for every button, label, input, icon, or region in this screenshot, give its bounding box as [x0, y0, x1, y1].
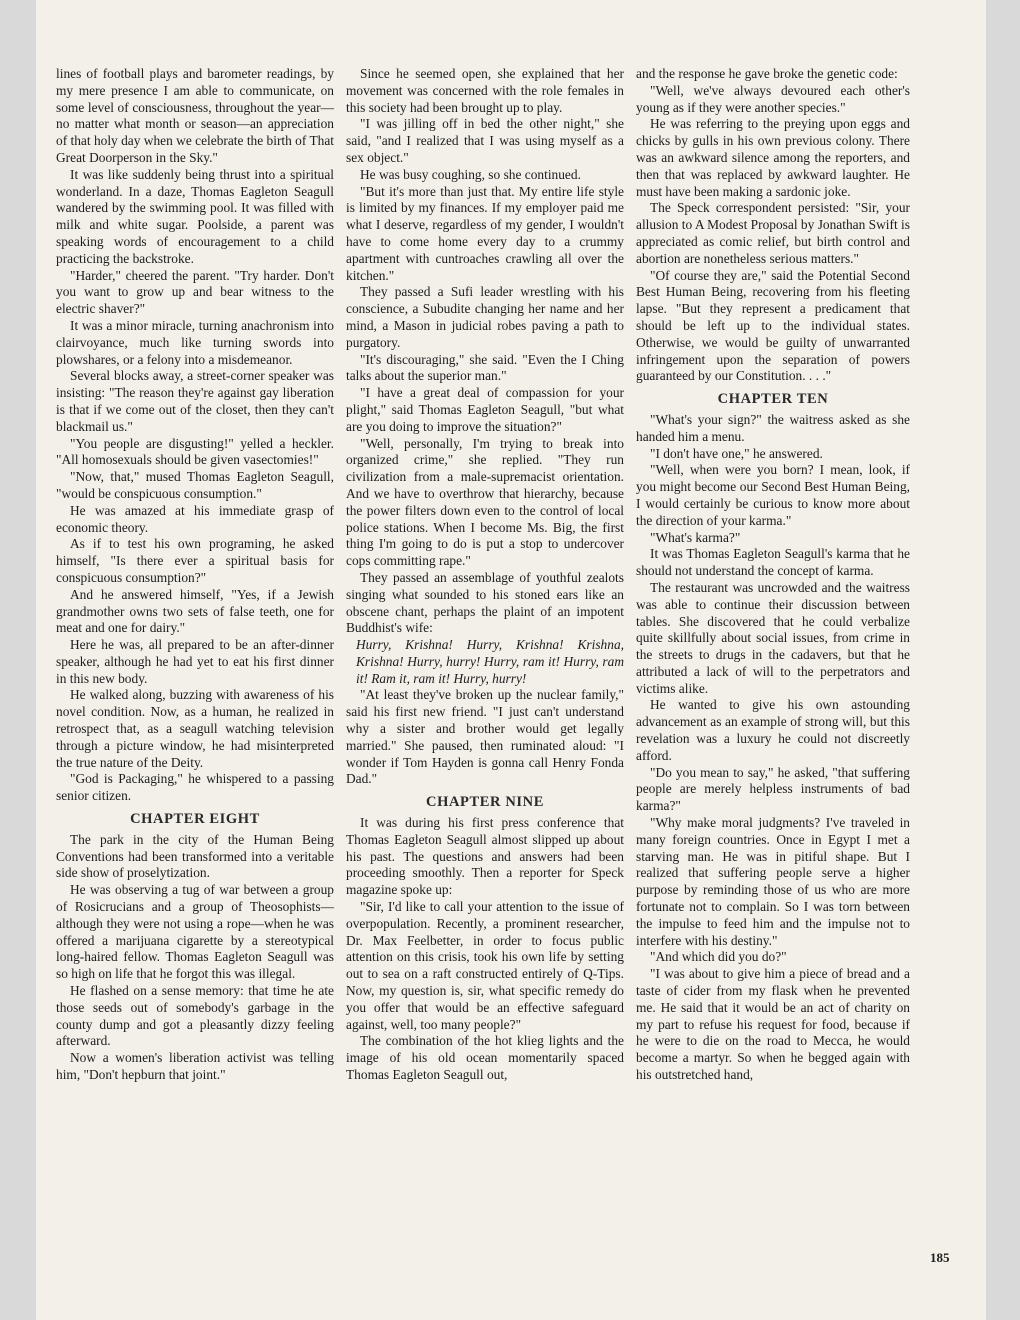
paragraph: "I was about to give him a piece of bread and a taste of cider from my flask when he prevented me. He said that it would be an act of charity on my part to refuse his request for food, because if he were to die on the road to Mecca, he would become a martyr. So when he begged again with his outstretched hand,: [636, 966, 910, 1083]
paragraph: He was amazed at his immediate grasp of economic theory.: [56, 502, 334, 535]
paragraph: Several blocks away, a street-corner speaker was insisting: "The reason they're against gay liberation is that if we come out of the closet, then they can't blackmail us.": [56, 368, 334, 434]
paragraph: It was a minor miracle, turning anachronism into clairvoyance, much like turning swords into plowshares, or a felony into a misdemeanor.: [56, 317, 334, 367]
chapter-heading: CHAPTER NINE: [426, 794, 544, 811]
chapter-heading: CHAPTER TEN: [717, 391, 829, 408]
paragraph: lines of football plays and barometer readings, by my mere presence I am able to communicate, on some level of consciousness, throughout the year—no matter what month or season—an appreciation of that holy day when we celebrate the birth of That Great Doorperson in the Sky.": [56, 66, 334, 165]
paragraph: He walked along, buzzing with awareness of his novel condition. Now, as a human, he realized in retrospect that, as a seagull watching television through a picture window, he had misinterpreted the true nature of the Deity.: [56, 687, 334, 770]
paragraph: And he answered himself, "Yes, if a Jewish grandmother owns two sets of false teeth, one for meat and one for dairy.": [56, 586, 334, 636]
paragraph: The restaurant was uncrowded and the waitress was able to continue their discussion between tables. She discovered that he could verbalize quite skillfully about social issues, from crime in the streets to drugs in the cadavers, but that he attributed a lack of will to the perpetrators and victims alike.: [636, 579, 910, 696]
paragraph: It was Thomas Eagleton Seagull's karma that he should not understand the concept of karma.: [636, 546, 910, 579]
paragraph: "Well, when were you born? I mean, look, if you might become our Second Best Human Being, I would certainly be curious to know more about the direction of your karma.": [636, 462, 910, 528]
paragraph: "Well, personally, I'm trying to break into organized crime," she replied. "They run civilization from a male-supremacist orientation. And we have to overthrow that hierarchy, because the power filters down even to the control of local police stations. When I become Ms. Big, the first thing I'm going to do is put a stop to undercover cops committing rape.": [346, 435, 624, 569]
paragraph: It was during his first press conference that Thomas Eagleton Seagull almost slipped up about his past. The questions and answers had been proceeding smoothly. Then a reporter for Speck magazine spoke up:: [346, 815, 624, 898]
verse-block: Hurry, Krishna! Hurry, Krishna! Krishna, Krishna! Hurry, hurry! Hurry, ram it! Hurry, ram it! Ram it, ram it! Hurry, hurry!: [356, 637, 624, 686]
paragraph: "Why make moral judgments? I've traveled in many foreign countries. Once in Egypt I met a starving man. He was in pitiful shape. But I realized that suffering people serve a higher purpose by reminding those of us who are more fortunate not to complain. So I was torn between the impulse to feed him and the impulse not to interfere with his destiny.": [636, 815, 910, 948]
paragraph: They passed a Sufi leader wrestling with his conscience, a Subudite changing her name and her mind, a Mason in judicial robes paving a path to purgatory.: [346, 284, 624, 350]
paragraph: "Harder," cheered the parent. "Try harder. Don't you want to grow up and bear witness to the electric shaver?": [56, 267, 334, 317]
text-column-3: [636, 66, 910, 1084]
paragraph: The Speck correspondent persisted: "Sir, your allusion to A Modest Proposal by Jonathan Swift is appreciated as comic relief, but birth control and abortion are nonetheless serious matters.": [636, 200, 910, 266]
paragraph: "It's discouraging," she said. "Even the I Ching talks about the superior man.": [346, 351, 624, 384]
paragraph: "I don't have one," he answered.: [650, 445, 823, 461]
page-number: 185: [930, 1250, 950, 1265]
paragraph: "Now, that," mused Thomas Eagleton Seagull, "would be conspicuous consumption.": [56, 469, 334, 501]
paragraph: He was busy coughing, so she continued.: [360, 166, 581, 182]
paragraph: and the response he gave broke the genetic code:: [636, 66, 898, 81]
paragraph: "Do you mean to say," he asked, "that suffering people are merely helpless instruments of bad karma?": [636, 764, 910, 814]
magazine-page: [36, 0, 986, 1320]
paragraph: "Of course they are," said the Potential Second Best Human Being, recovering from his fleeting lapse. "But they represent a predicament that should be left up to the individual states. Otherwise, we would be guilty of unwarranted infringement upon the separation of powers guaranteed by our Constitution. . . .": [636, 267, 910, 384]
paragraph: "Well, we've always devoured each other's young as if they were another species.": [636, 82, 910, 115]
paragraph: "What's karma?": [650, 529, 741, 545]
paragraph: The combination of the hot klieg lights and the image of his old ocean momentarily spaced Thomas Eagleton Seagull out,: [346, 1033, 624, 1083]
text-column-1: [56, 66, 334, 1084]
paragraph: He was referring to the preying upon eggs and chicks by gulls in his own previous colony. There was an awkward silence among the reporters, and then that was replaced by awkward laughter. He must have been making a sardonic joke.: [636, 116, 910, 199]
paragraph: "You people are disgusting!" yelled a heckler. "All homosexuals should be given vasectomies!": [56, 435, 334, 468]
paragraph: "But it's more than just that. My entire life style is limited by my finances. If my employer paid me what I deserve, regardless of my gender, I wouldn't have to come home every day to a crummy apartment with cuntroaches crawling all over the kitchen.": [346, 183, 624, 283]
paragraph: "At least they've broken up the nuclear family," said his first new friend. "I just can't understand why a sister and brother would get legally married." She paused, then ruminated aloud: "I wonder if Tom Hayden is gonna call Henry Fonda Dad.": [346, 687, 624, 787]
paragraph: They passed an assemblage of youthful zealots singing what sounded to his stoned ears like an obscene chant, perhaps the plaint of an impotent Buddhist's wife:: [346, 569, 624, 636]
paragraph: "Sir, I'd like to call your attention to the issue of overpopulation. Recently, a prominent researcher, Dr. Max Feelbetter, in order to focus public attention on this crisis, took his own life by setting out to sea on a raft constructed entirely of Q-Tips. Now, my question is, sir, what specific remedy do you offer that would be an effective safeguard against, well, too many people?": [346, 899, 624, 1032]
paragraph: He flashed on a sense memory: that time he ate those seeds out of somebody's garbage in the county dump and got a pleasantly dizzy feeling afterward.: [56, 983, 334, 1049]
paragraph: "I have a great deal of compassion for your plight," said Thomas Eagleton Seagull, "but what are you doing to improve the situation?": [346, 385, 624, 434]
paragraph: The park in the city of the Human Being Conventions had been transformed into a veritable side show of proselytization.: [56, 831, 334, 881]
chapter-heading: CHAPTER EIGHT: [130, 811, 260, 828]
paragraph: "God is Packaging," he whispered to a passing senior citizen.: [56, 771, 334, 804]
paragraph: He wanted to give his own astounding advancement as an example of strong will, but this revelation was a luxury he could not discreetly afford.: [636, 697, 910, 763]
paragraph: Here he was, all prepared to be an after-dinner speaker, although he had yet to eat his first dinner in this new body.: [56, 637, 334, 686]
paragraph: He was observing a tug of war between a group of Rosicrucians and a group of Theosophists—although they were not using a rope—when he was offered a marijuana cigarette by a stereotypical long-haired fellow. Thomas Eagleton Seagull was so high on life that he forgot this was illegal.: [56, 882, 334, 982]
paragraph: Now a women's liberation activist was telling him, "Don't hepburn that joint.": [56, 1050, 334, 1083]
paragraph: "I was jilling off in bed the other night," she said, "and I realized that I was using myself as a sex object.": [346, 116, 624, 165]
paragraph: "What's your sign?" the waitress asked as she handed him a menu.: [636, 411, 910, 444]
paragraph: As if to test his own programing, he asked himself, "Is there ever a spiritual basis for conspicuous consumption?": [56, 536, 334, 585]
paragraph: It was like suddenly being thrust into a spiritual wonderland. In a daze, Thomas Eagleton Seagull wandered by the swimming pool. It was filled with milk and white sugar. Poolside, a parent was speaking words of encouragement to a child practicing the backstroke.: [56, 166, 334, 266]
text-column-2: [346, 66, 624, 1084]
paragraph: "And which did you do?": [650, 949, 787, 965]
paragraph: Since he seemed open, she explained that her movement was concerned with the role females in this society had been brought up to play.: [346, 66, 624, 115]
